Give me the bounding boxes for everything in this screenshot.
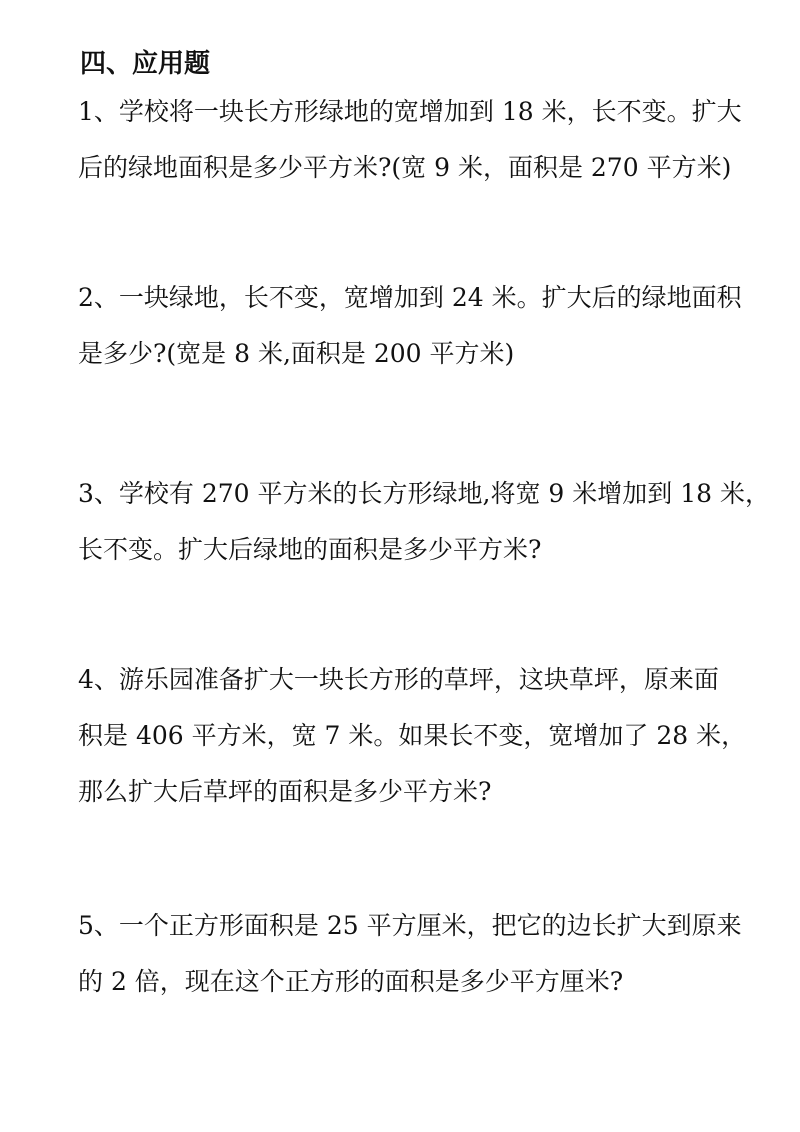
- problem-4-line-2: 积是 406 平方米，宽 7 米。如果长不变，宽增加了 28 米，: [78, 721, 747, 750]
- problem-5: [78, 898, 742, 1010]
- section-title: 四、应用题: [80, 49, 211, 79]
- problem-1: [78, 84, 742, 196]
- problem-4-line-1: 4、游乐园准备扩大一块长方形的草坪，这块草坪，原来面: [78, 665, 719, 694]
- problem-3-line-2: 长不变。扩大后绿地的面积是多少平方米?: [78, 535, 542, 564]
- problem-2-line-2: 是多少?(宽是 8 米,面积是 200 平方米): [78, 339, 515, 368]
- problem-1-line-1: 1、学校将一块长方形绿地的宽增加到 18 米，长不变。扩大: [78, 97, 742, 126]
- problem-4-line-3: 那么扩大后草坪的面积是多少平方米?: [78, 777, 492, 806]
- problem-2-line-1: 2、一块绿地，长不变，宽增加到 24 米。扩大后的绿地面积: [78, 283, 742, 312]
- problem-2: [78, 270, 742, 382]
- problem-5-line-1: 5、一个正方形面积是 25 平方厘米，把它的边长扩大到原来: [78, 911, 742, 940]
- problem-1-line-2: 后的绿地面积是多少平方米?(宽 9 米，面积是 270 平方米): [78, 153, 732, 182]
- problem-4: [78, 652, 746, 820]
- problem-3-line-1: 3、学校有 270 平方米的长方形绿地,将宽 9 米增加到 18 米，: [78, 479, 770, 508]
- problem-5-line-2: 的 2 倍，现在这个正方形的面积是多少平方厘米?: [78, 967, 624, 996]
- problem-3: [78, 466, 770, 578]
